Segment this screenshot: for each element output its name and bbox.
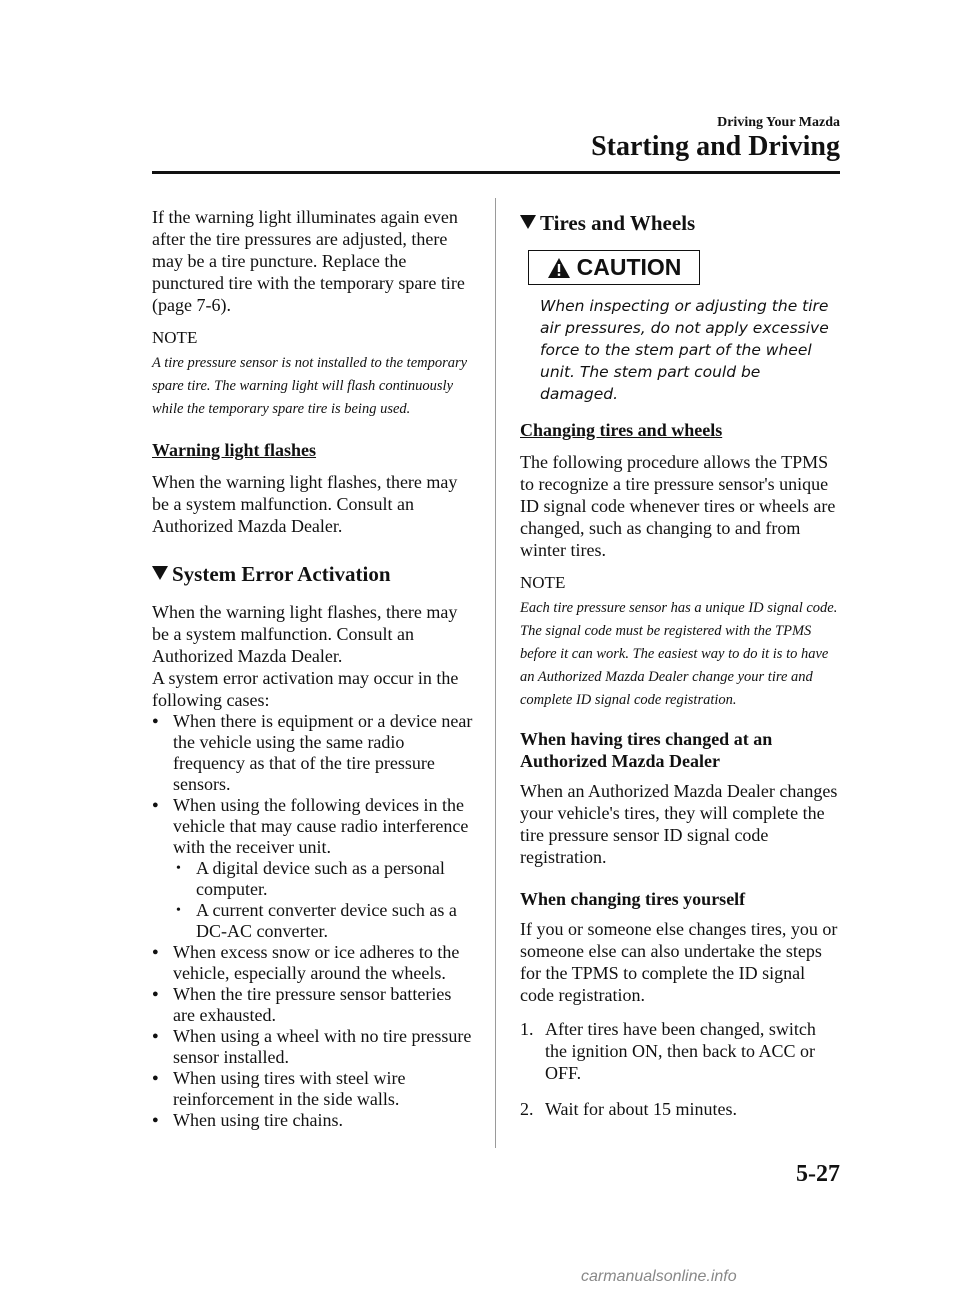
header-rule [152, 171, 840, 174]
cases-list-continued [152, 942, 474, 1131]
list-item: ● When using a wheel with no tire pressure sensor installed. [152, 1026, 474, 1068]
triangle-icon [520, 215, 536, 229]
watermark: carmanualsonline.info [581, 1268, 737, 1285]
page-number: 5-27 [796, 1161, 840, 1187]
changing-tires-heading: Changing tires and wheels [520, 420, 723, 440]
warning-flash-heading: Warning light flashes [152, 440, 317, 460]
list-item: 2. Wait for about 15 minutes. [520, 1099, 738, 1119]
caution-label: CAUTION [576, 254, 682, 280]
dealer-text: When an Authorized Mazda Dealer changes your vehicle's tires, they will complete the tire pressure sensor ID signal code registration. [520, 781, 838, 867]
right-column [520, 206, 842, 1134]
section-title: System Error Activation [172, 562, 391, 586]
list-item: ● When using tire chains. [152, 1110, 474, 1131]
section-title: Tires and Wheels [540, 211, 696, 235]
steps-list [520, 1018, 842, 1120]
header-title: Starting and Driving [591, 131, 840, 162]
self-change-heading: When changing tires yourself [520, 889, 746, 909]
column-divider [495, 198, 496, 1148]
note-text: A tire pressure sensor is not installed to the temporary spare tire. The warning light will flash continuously while the temporary spare tire is being used. [152, 355, 468, 417]
list-item: ● When there is equipment or a device near the vehicle using the same radio frequency as that of the tire pressure sensors. [152, 711, 474, 795]
list-item: 1. After tires have been changed, switch the ignition ON, then back to ACC or OFF. [520, 1019, 816, 1083]
left-column [152, 206, 474, 1131]
list-item: ● When using tires with steel wire reinforcement in the side walls. [152, 1068, 474, 1110]
cases-list [152, 711, 474, 858]
list-item: ● When using the following devices in the vehicle that may cause radio interference with the receiver unit. [152, 795, 474, 858]
note-label: NOTE [520, 573, 566, 592]
list-item: • A current converter device such as a DC-AC converter. [152, 900, 474, 942]
note-label: NOTE [152, 328, 198, 347]
section-system-error [152, 561, 474, 587]
warning-flash-text: When the warning light flashes, there may be a system malfunction. Consult an Authorized Mazda Dealer. [152, 472, 458, 536]
dealer-heading: When having tires changed at an Authorized Mazda Dealer [520, 729, 773, 771]
list-item: • A digital device such as a personal computer. [152, 858, 474, 900]
list-item: ● When the tire pressure sensor batteries are exhausted. [152, 984, 474, 1026]
changing-tires-text: The following procedure allows the TPMS to recognize a tire pressure sensor's unique ID signal code whenever tires or wheels are changed, such as changing to and from winter tires. [520, 452, 836, 560]
header-chapter: Driving Your Mazda [717, 115, 840, 130]
device-sublist [152, 858, 474, 942]
triangle-icon [152, 566, 168, 580]
self-change-text: If you or someone else changes tires, you or someone else can also undertake the steps for the TPMS to complete the ID signal code registration. [520, 919, 838, 1005]
system-error-cases-intro: A system error activation may occur in the following cases: [152, 668, 459, 710]
warning-icon [547, 257, 571, 279]
caution-box [528, 250, 700, 285]
caution-text: When inspecting or adjusting the tire air pressures, do not apply excessive force to the stem part of the wheel unit. The stem part could be damaged. [540, 297, 829, 403]
section-tires-wheels [520, 210, 842, 236]
list-item: ● When excess snow or ice adheres to the vehicle, especially around the wheels. [152, 942, 474, 984]
note-text: Each tire pressure sensor has a unique ID signal code. The signal code must be registered with the TPMS before it can work. The easiest way to do it is to have an Authorized Mazda Dealer change your tire and complete ID signal code registration. [520, 600, 838, 708]
intro-paragraph: If the warning light illuminates again even after the tire pressures are adjusted, there may be a tire puncture. Replace the punctured tire with the temporary spare tire (page 7-6). [152, 207, 465, 315]
system-error-text: When the warning light flashes, there may be a system malfunction. Consult an Authorized Mazda Dealer. [152, 602, 458, 666]
